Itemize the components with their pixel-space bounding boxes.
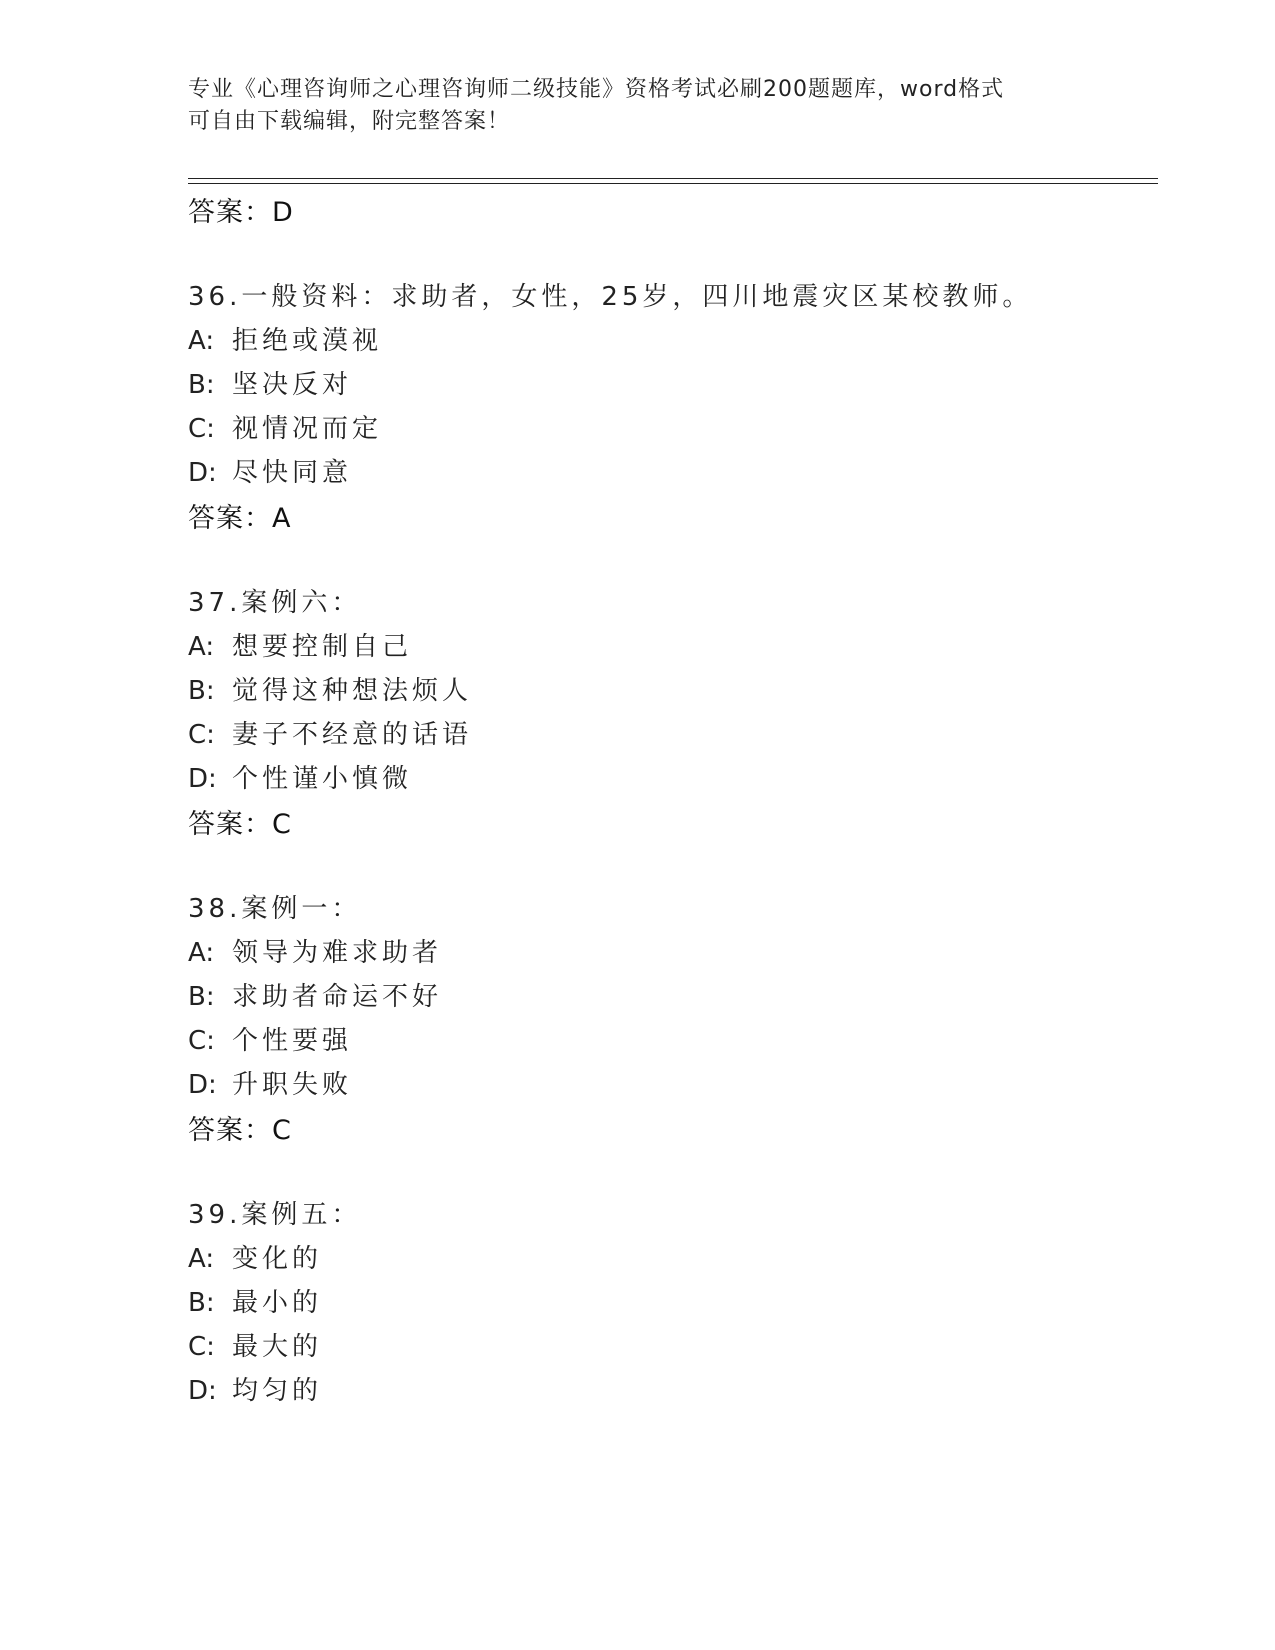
question-option: [188, 1282, 322, 1319]
option-text: 妻子不经意的话语: [232, 720, 473, 750]
question-title: 39.案例五：: [188, 1200, 362, 1230]
answer-line: 答案：D: [188, 197, 294, 228]
option-label: A:: [188, 632, 215, 662]
question-option: [188, 670, 472, 707]
option-label: D:: [188, 458, 217, 488]
question-option: [188, 1370, 322, 1407]
option-label: B:: [188, 370, 215, 400]
option-label: B:: [188, 982, 215, 1012]
option-text: 均匀的: [232, 1376, 323, 1406]
option-text: 个性要强: [232, 1026, 353, 1056]
option-text: 想要控制自己: [232, 632, 413, 662]
question-option: [188, 932, 442, 969]
option-text: 最小的: [232, 1288, 323, 1318]
answer-line: 答案：A: [188, 503, 292, 534]
option-label: A:: [188, 1244, 215, 1274]
document-header: [188, 74, 1088, 138]
header-line-2: 可自由下载编辑，附完整答案！: [188, 109, 511, 134]
option-text: 视情况而定: [232, 414, 383, 444]
question-option: [188, 1238, 322, 1275]
header-divider-bottom: [188, 183, 1158, 184]
answer-line: 答案：C: [188, 1115, 292, 1146]
option-text: 求助者命运不好: [232, 982, 443, 1012]
option-label: C:: [188, 414, 215, 444]
question-option: [188, 364, 352, 401]
question-option: [188, 1064, 352, 1101]
option-text: 变化的: [232, 1244, 323, 1274]
option-label: D:: [188, 764, 217, 794]
question-option: [188, 320, 382, 357]
question-option: [188, 1020, 352, 1057]
option-label: A:: [188, 938, 215, 968]
option-text: 个性谨小慎微: [232, 764, 413, 794]
question-option: [188, 452, 352, 489]
question-title: 38.案例一：: [188, 894, 362, 924]
option-text: 拒绝或漠视: [232, 326, 383, 356]
question-title: 37.案例六：: [188, 588, 362, 618]
option-text: 最大的: [232, 1332, 323, 1362]
option-label: C:: [188, 1332, 215, 1362]
option-text: 升职失败: [232, 1070, 353, 1100]
option-label: C:: [188, 1026, 215, 1056]
question-option: [188, 1326, 322, 1363]
option-label: C:: [188, 720, 215, 750]
option-text: 尽快同意: [232, 458, 353, 488]
option-label: B:: [188, 1288, 215, 1318]
option-text: 领导为难求助者: [232, 938, 443, 968]
option-label: A:: [188, 326, 215, 356]
question-option: [188, 976, 442, 1013]
option-text: 觉得这种想法烦人: [232, 676, 473, 706]
header-divider-top: [188, 178, 1158, 179]
question-option: [188, 408, 382, 445]
option-label: D:: [188, 1070, 217, 1100]
question-option: [188, 714, 472, 751]
answer-line: 答案：C: [188, 809, 292, 840]
header-line-1: 专业《心理咨询师之心理咨询师二级技能》资格考试必刷200题题库，word格式: [188, 77, 1005, 102]
option-label: B:: [188, 676, 215, 706]
question-option: [188, 626, 412, 663]
option-text: 坚决反对: [232, 370, 353, 400]
option-label: D:: [188, 1376, 217, 1406]
question-title: 36.一般资料：求助者，女性，25岁，四川地震灾区某校教师。: [188, 282, 1033, 312]
question-option: [188, 758, 412, 795]
